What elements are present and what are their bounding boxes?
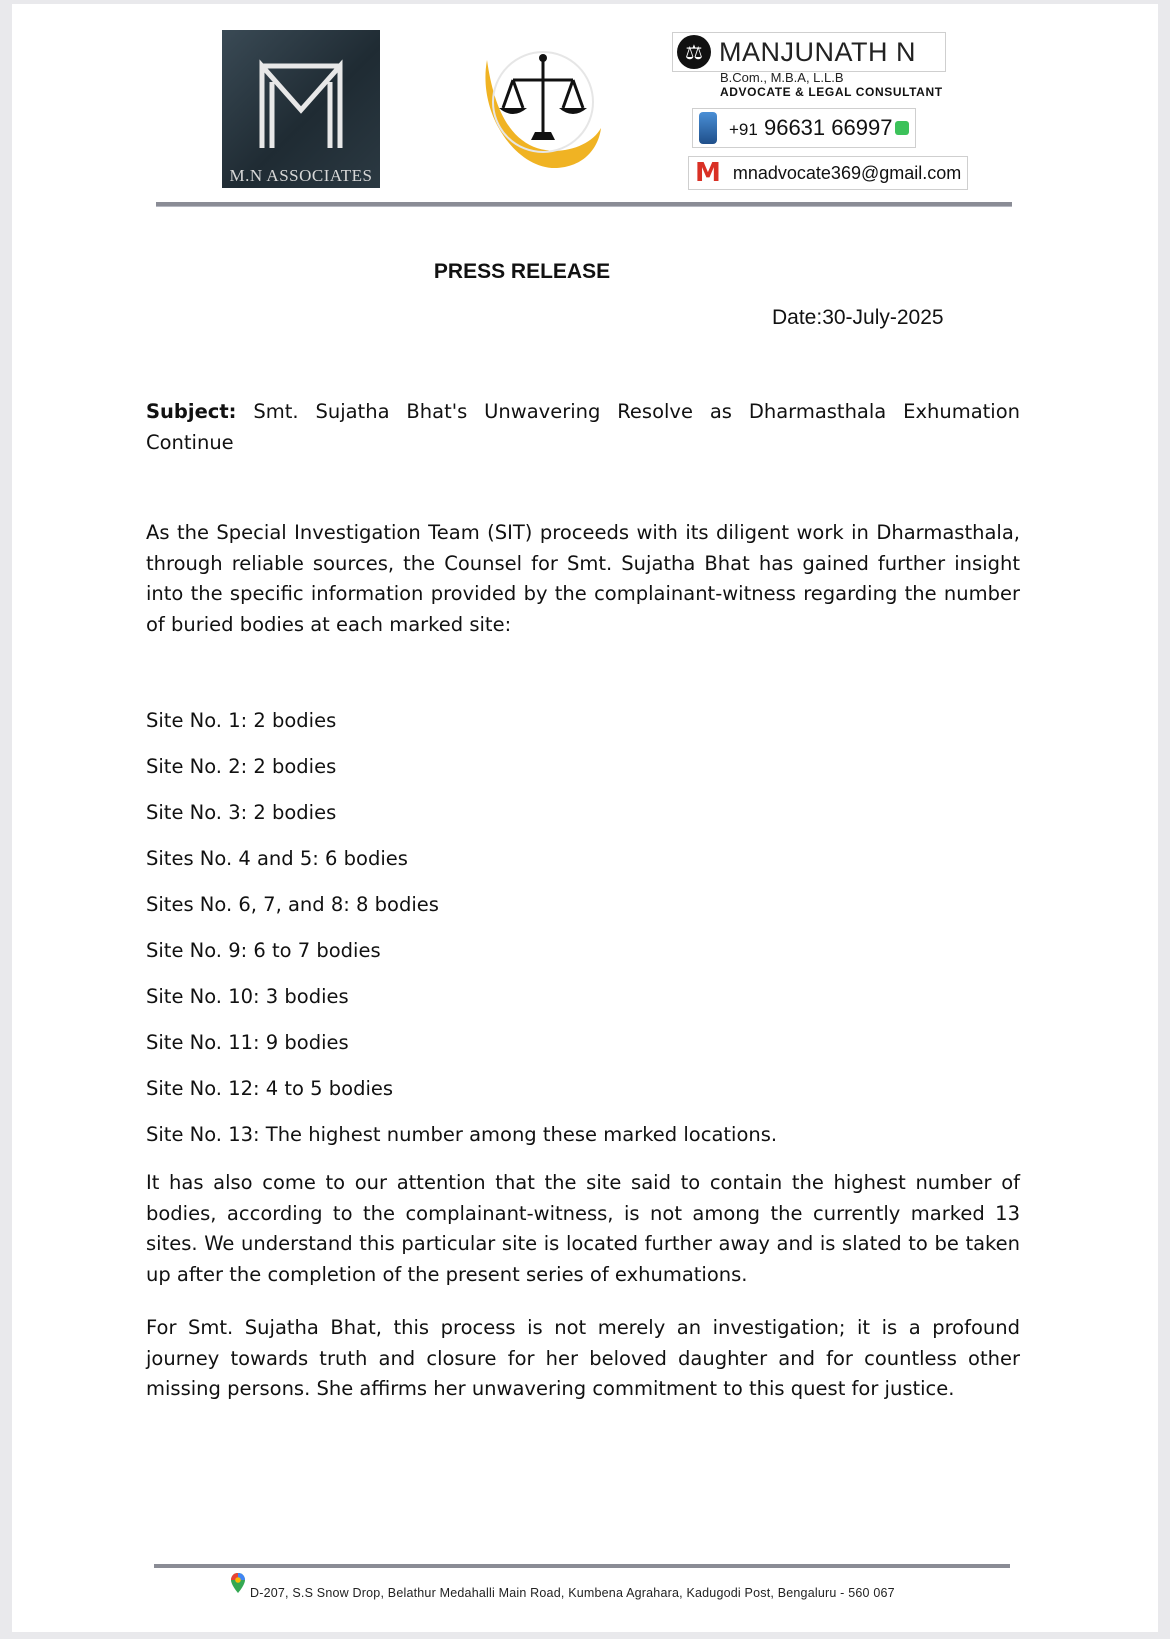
- phone-number: 96631 66997: [763, 115, 893, 140]
- sites-list: [146, 706, 777, 1166]
- list-item: Site No. 9: 6 to 7 bodies: [146, 939, 381, 962]
- list-item: Site No. 1: 2 bodies: [146, 709, 337, 732]
- professional-role: ADVOCATE & LEGAL CONSULTANT: [720, 85, 943, 99]
- list-item: Site No. 2: 2 bodies: [146, 755, 337, 778]
- list-item: Site No. 13: The highest number among these marked locations.: [146, 1123, 778, 1146]
- location-pin-icon: [230, 1572, 246, 1594]
- subject-line: [146, 397, 1020, 458]
- subject-label: Subject:: [146, 400, 237, 423]
- closing-paragraph: For Smt. Sujatha Bhat, this process is not merely an investigation; it is a profound journey towards truth and closure for her beloved daughter and for countless other missing persons. She affirms her unwavering commitment to this quest for justice.: [146, 1316, 1020, 1400]
- phone-row[interactable]: [692, 108, 916, 148]
- gmail-icon: M: [695, 158, 721, 188]
- whatsapp-icon: [895, 121, 909, 135]
- subject-text: Smt. Sujatha Bhat's Unwavering Resolve as Dharmasthala Exhumation Continue: [146, 400, 1020, 454]
- email-address: mnadvocate369@gmail.com: [732, 162, 962, 183]
- advocate-name-row: [672, 32, 946, 72]
- firm-logo-caption: M.N ASSOCIATES: [229, 166, 373, 185]
- scales-of-justice-logo: [477, 40, 607, 175]
- list-item: Sites No. 6, 7, and 8: 8 bodies: [146, 893, 439, 916]
- document-date: Date:30-July-2025: [772, 306, 944, 329]
- attention-paragraph: It has also come to our attention that the site said to contain the highest number of bodies, according to the complainant-witness, is not among the currently marked 13 sites. We understand this particular site is located further away and is slated to be taken up after the completion of the present series of exhumations.: [146, 1171, 1020, 1286]
- intro-paragraph: As the Special Investigation Team (SIT) proceeds with its diligent work in Dharmasthala, through reliable sources, the Counsel for Smt. Sujatha Bhat has gained further insight into the specific information provided by the complainant-witness regarding the number of buried bodies at each marked site:: [146, 521, 1020, 636]
- phone-prefix: +91: [729, 120, 758, 139]
- qualifications: B.Com., M.B.A, L.L.B: [720, 70, 844, 85]
- advocate-badge-icon: ⚖: [677, 35, 711, 69]
- advocate-name: MANJUNATH N: [719, 37, 916, 67]
- list-item: Site No. 3: 2 bodies: [146, 801, 337, 824]
- list-item: Sites No. 4 and 5: 6 bodies: [146, 847, 408, 870]
- contact-block: [672, 32, 972, 99]
- address-text: D-207, S.S Snow Drop, Belathur Medahalli Main Road, Kumbena Agrahara, Kadugodi Post, Bengaluru - 560 067: [250, 1586, 895, 1600]
- document-title: PRESS RELEASE: [433, 260, 611, 283]
- firm-logo: [222, 30, 380, 188]
- email-row[interactable]: [688, 156, 968, 190]
- list-item: Site No. 10: 3 bodies: [146, 985, 349, 1008]
- header-divider: [156, 202, 1012, 207]
- monogram-m-icon: [222, 30, 380, 188]
- phone-icon: [699, 112, 717, 144]
- footer-address: [230, 1576, 895, 1600]
- list-item: Site No. 11: 9 bodies: [146, 1031, 349, 1054]
- footer-divider: [154, 1564, 1010, 1568]
- letterhead-page: [12, 4, 1158, 1632]
- list-item: Site No. 12: 4 to 5 bodies: [146, 1077, 394, 1100]
